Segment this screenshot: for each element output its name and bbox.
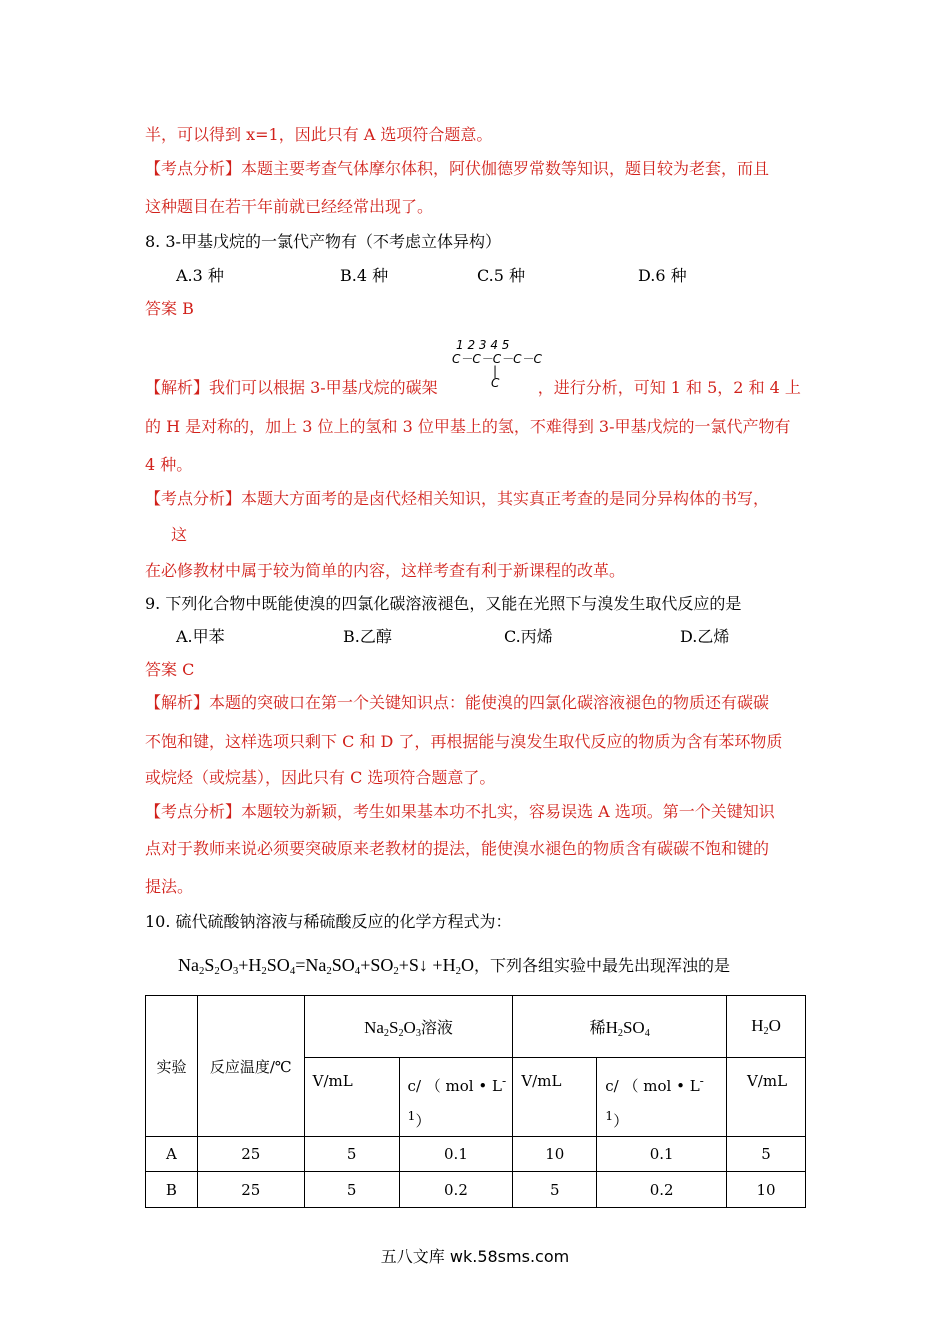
q9-keypoint-line2: 点对于教师来说必须要突破原来老教材的提法，能使溴水褪色的物质含有碳碳不饱和键的 — [145, 839, 770, 858]
q9-option-b: B.乙醇 — [343, 627, 392, 646]
q9-stem: 9. 下列化合物中既能使溴的四氯化碳溶液褪色，又能在光照下与溴发生取代反应的是 — [145, 594, 742, 613]
q9-keypoint-line1: 【考点分析】本题较为新颖，考生如果基本功不扎实，容易误选 A 选项。第一个关键知识 — [145, 802, 775, 821]
header-dilute: 稀 — [589, 1017, 606, 1037]
header-experiment: 实验 — [146, 996, 198, 1137]
q8-keypoint-line2: 这 — [171, 525, 188, 544]
q9-option-d: D.乙烯 — [680, 627, 730, 646]
q8-analysis-line3: 4 种。 — [145, 455, 193, 474]
header-na2s2o3-suffix: 溶液 — [420, 1017, 453, 1037]
q8-analysis-line1 — [145, 377, 801, 399]
q8-option-c: C.5 种 — [477, 266, 526, 285]
q9-analysis-line2: 不饱和键，这样选项只剩下 C 和 D 了，再根据能与溴发生取代反应的物质为含有苯环物质 — [145, 732, 783, 751]
q8-option-a: A.3 种 — [176, 266, 224, 285]
q9-option-c: C.丙烯 — [504, 627, 553, 646]
skeleton-bond: | — [493, 364, 498, 378]
page-footer: 五八文库 wk.58sms.com — [380, 1247, 570, 1266]
header-volume-3: V/mL — [727, 1058, 806, 1137]
q8-option-d: D.6 种 — [638, 266, 687, 285]
q8-keypoint-line3: 在必修教材中属于较为简单的内容，这样考查有利于新课程的改革。 — [145, 561, 626, 580]
q9-analysis-line1: 【解析】本题的突破口在第一个关键知识点：能使溴的四氯化碳溶液褪色的物质还有碳碳 — [145, 693, 770, 712]
q9-option-a: A.甲苯 — [176, 627, 225, 646]
q8-answer: 答案 B — [145, 299, 194, 318]
q8-analysis-tail: ，进行分析，可知 1 和 5，2 和 4 上 — [537, 378, 801, 397]
header-concentration-1: c/ （ mol • L- $^1$） — [399, 1058, 513, 1137]
intro-analysis-line2: 这种题目在若干年前就已经经常出现了。 — [145, 197, 434, 216]
header-volume-1: V/mL — [304, 1058, 399, 1137]
experiment-table — [145, 995, 806, 1208]
q8-keypoint-line1: 【考点分析】本题大方面考的是卤代烃相关知识，其实真正考查的是同分异构体的书写， — [145, 489, 770, 508]
q9-answer: 答案 C — [145, 660, 195, 679]
q9-analysis-line3: 或烷烃（或烷基），因此只有 C 选项符合题意了。 — [145, 768, 496, 787]
q8-stem: 8. 3-甲基戊烷的一氯代产物有（不考虑立体异构） — [145, 232, 501, 251]
intro-line: 半，可以得到 x=1，因此只有 A 选项符合题意。 — [145, 125, 493, 144]
q8-option-b: B.4 种 — [340, 266, 389, 285]
header-water: $H_2O$ — [727, 996, 806, 1058]
table-row: B 25 5 0.2 5 0.2 10 — [146, 1172, 806, 1208]
q9-keypoint-line3: 提法。 — [145, 877, 194, 896]
intro-analysis-line1: 【考点分析】本题主要考查气体摩尔体积，阿伏伽德罗常数等知识，题目较为老套，而且 — [145, 159, 770, 178]
header-temperature: 反应温度/℃ — [197, 996, 304, 1137]
equation-tail: ，下列各组实验中最先出现浑浊的是 — [473, 956, 730, 975]
q8-analysis-line2: 的 H 是对称的，加上 3 位上的氢和 3 位甲基上的氢，不难得到 3-甲基戊烷的一氯代产物有 — [145, 417, 791, 436]
header-concentration-2: c/ （ mol • L- $^1$） — [597, 1058, 727, 1137]
q10-stem: 10. 硫代硫酸钠溶液与稀硫酸反应的化学方程式为： — [145, 912, 512, 931]
skeleton-numbers: 1 2 3 4 5 — [456, 338, 510, 352]
header-na2s2o3: $Na_2S_2O_3$溶液 — [304, 996, 513, 1058]
header-h2so4: 稀$H_2SO_4$ — [513, 996, 727, 1058]
skeleton-chain: C－C－C－C－C — [452, 352, 542, 366]
skeleton-branch: C — [491, 376, 500, 390]
q8-analysis-lead: 【解析】我们可以根据 3-甲基戊烷的碳架 — [145, 378, 438, 397]
chemical-equation: $Na_2S_2O_3+H_2SO_4=Na_2SO_4+SO_2+S↓ +H_2O$，下列各组实验中最先出现浑浊的是 — [178, 955, 730, 977]
table-row: A 25 5 0.1 10 0.1 5 — [146, 1137, 806, 1172]
header-volume-2: V/mL — [513, 1058, 597, 1137]
